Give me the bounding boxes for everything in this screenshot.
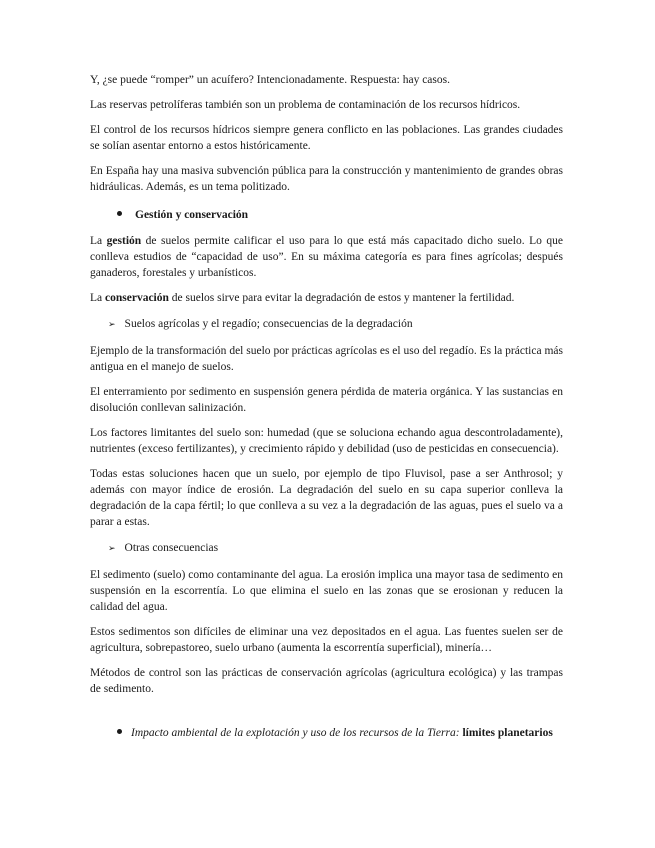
paragraph-gestion — [90, 233, 563, 281]
paragraph-regadio: Ejemplo de la transformación del suelo por prácticas agrícolas es el uso del regadío. Es la práctica más antigua en el manejo de suelos. — [90, 345, 563, 373]
paragraph-subvencion: En España hay una masiva subvención pública para la construcción y mantenimiento de grandes obras hidráulicas. Además, es un tema politizado. — [90, 165, 563, 193]
bullet-dot-icon — [117, 211, 122, 216]
gestion-prefix: La — [90, 235, 107, 247]
arrow-bullet-icon: ➢ — [108, 544, 116, 554]
subsection-heading-suelos-agricolas — [90, 316, 563, 333]
paragraph-factores-limitantes: Los factores limitantes del suelo son: humedad (que se soluciona echando agua descontroladamente), nutrientes (exceso fertilizantes), y crecimiento rápido y debilidad (uso de pesticidas en consecuencia). — [90, 427, 563, 455]
paragraph-petroliferas: Las reservas petrolíferas también son un problema de contaminación de los recursos hídricos. — [90, 99, 521, 111]
subsection-heading-suelos-agricolas-text: Suelos agrícolas y el regadío; consecuencias de la degradación — [124, 318, 413, 330]
section-heading-gestion — [90, 207, 563, 223]
paragraph-conservacion — [90, 290, 563, 306]
conservacion-prefix: La — [90, 292, 106, 304]
bullet-dot-icon — [117, 729, 122, 734]
paragraph-metodos-control: Métodos de control son las prácticas de conservación agrícolas (agricultura ecológica) y las trampas de sedimento. — [90, 667, 563, 695]
paragraph-control-hidrico: El control de los recursos hídricos siempre genera conflicto en las poblaciones. Las grandes ciudades se solían asentar entorno a estos históricamente. — [90, 124, 563, 152]
conservacion-term: conservación — [105, 292, 169, 304]
section-heading-impacto-ambiental-text — [131, 725, 553, 741]
subsection-heading-otras-consecuencias-text: Otras consecuencias — [124, 542, 219, 554]
gestion-term: gestión — [106, 235, 142, 247]
limites-planetarios-bold: límites planetarios — [462, 727, 553, 739]
paragraph-fluvisol: Todas estas soluciones hacen que un suelo, por ejemplo de tipo Fluvisol, pase a ser Anthrosol; y además con mayor índice de erosión. La degradación del suelo en su capa superior conlleva la degradación de la capa fértil; lo que conlleva a su vez a la degradación de las aguas, pues el suelo va a parar a estas. — [90, 468, 563, 528]
impacto-ambiental-italic: Impacto ambiental de la explotación y uso de los recursos de la Tierra: — [131, 727, 460, 739]
paragraph-sedimentos-fuentes: Estos sedimentos son difíciles de eliminar una vez depositados en el agua. Las fuentes suelen ser de agricultura, sobrepastoreo, suelo urbano (aumenta la escorrentía superficial), minería… — [90, 626, 563, 654]
paragraph-sedimento: El sedimento (suelo) como contaminante del agua. La erosión implica una mayor tasa de sedimento en suspensión en la escorrentía. Lo que elimina el suelo en las zonas que se erosionan y reducen la calidad del agua. — [90, 569, 563, 613]
arrow-bullet-icon: ➢ — [108, 320, 116, 330]
section-heading-gestion-text: Gestión y conservación — [135, 209, 249, 221]
paragraph-enterramiento: El enterramiento por sedimento en suspensión genera pérdida de materia orgánica. Y las sustancias en disolución conllevan salinización. — [90, 386, 563, 414]
conservacion-body: de suelos sirve para evitar la degradación de estos y mantener la fertilidad. — [168, 292, 515, 304]
text-column — [90, 72, 563, 741]
paragraph-acuifero: Y, ¿se puede “romper” un acuífero? Intencionadamente. Respuesta: hay casos. — [90, 74, 450, 86]
section-heading-impacto-ambiental — [90, 725, 563, 741]
subsection-heading-otras-consecuencias — [90, 540, 563, 557]
gestion-body: de suelos permite calificar el uso para lo que está más capacitado dicho suelo. Lo que conlleva estudios de “capacidad de uso”. En su máxima categoría es para fines agrícolas; después ganaderos, forestales y urbanísticos. — [90, 235, 563, 279]
